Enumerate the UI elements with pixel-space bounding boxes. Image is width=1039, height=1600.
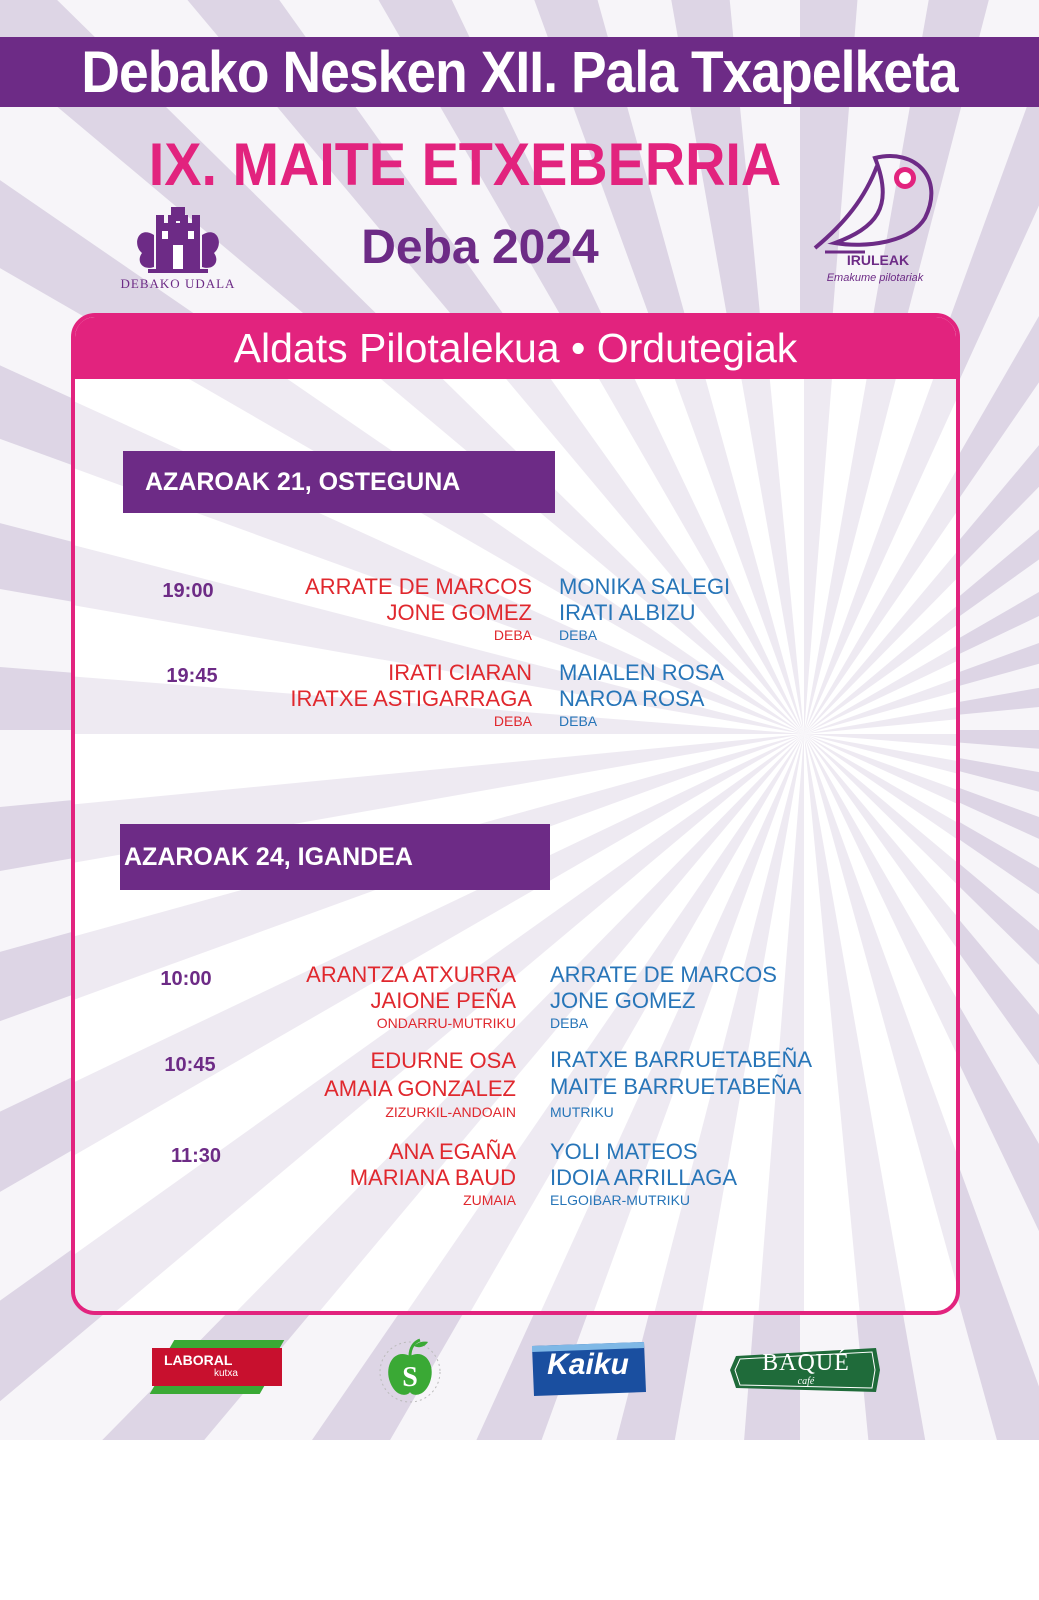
panel-heading: Aldats Pilotalekua • Ordutegiak	[233, 325, 798, 371]
right-club: MUTRIKU	[550, 1104, 614, 1120]
match-time: 19:45	[166, 665, 218, 687]
iruleak-logo	[805, 148, 955, 268]
baque-cafe-logo	[728, 1342, 884, 1398]
right-player-2: JONE GOMEZ	[550, 988, 696, 1013]
left-player-2: JONE GOMEZ	[386, 600, 532, 625]
baque-label: BAQUÉ	[762, 1350, 850, 1376]
right-player-2: IRATI ALBIZU	[559, 600, 696, 625]
left-player-2: IRATXE ASTIGARRAGA	[290, 686, 532, 711]
left-club: ZUMAIA	[463, 1192, 516, 1208]
baque-sub-label: café	[797, 1376, 815, 1387]
right-player-1: YOLI MATEOS	[550, 1139, 698, 1164]
right-player-1: MONIKA SALEGI	[559, 574, 731, 599]
match-time: 11:30	[170, 1145, 222, 1167]
right-player-1: ARRATE DE MARCOS	[550, 962, 777, 987]
right-player-2: IDOIA ARRILLAGA	[550, 1165, 738, 1190]
iruleak-tagline: Emakume pilotariak	[826, 272, 924, 284]
laboral-green-stripe	[150, 1386, 265, 1394]
left-club: ONDARRU-MUTRIKU	[376, 1015, 516, 1031]
laboral-kutxa-logo	[152, 1340, 282, 1398]
iruleak-label: IRULEAK	[846, 252, 910, 268]
match-time: 10:00	[160, 968, 212, 990]
right-player-2: NAROA ROSA	[559, 686, 705, 711]
left-club: DEBA	[493, 627, 532, 643]
right-player-2: MAITE BARRUETABEÑA	[550, 1074, 802, 1099]
left-player-2: JAIONE PEÑA	[370, 988, 516, 1013]
left-player-1: ARRATE DE MARCOS	[305, 574, 532, 599]
right-player-1: MAIALEN ROSA	[559, 660, 725, 685]
left-player-2: MARIANA BAUD	[349, 1165, 516, 1190]
apple-logo	[374, 1336, 446, 1406]
left-club: ZIZURKIL-ANDOAIN	[385, 1104, 516, 1120]
left-player-1: ARANTZA ATXURRA	[306, 962, 516, 987]
match-time: 19:00	[162, 580, 214, 602]
match-time: 10:45	[164, 1054, 216, 1076]
schedule-panel	[71, 313, 960, 1315]
left-player-1: EDURNE OSA	[370, 1048, 516, 1073]
left-player-2: AMAIA GONZALEZ	[324, 1076, 516, 1101]
right-club: DEBA	[559, 627, 598, 643]
right-club: DEBA	[559, 713, 598, 729]
event-subtitle: IX. MAITE ETXEBERRIA	[148, 131, 782, 198]
laboral-label: LABORAL	[164, 1352, 233, 1368]
laboral-green-stripe	[170, 1340, 285, 1348]
right-club: ELGOIBAR-MUTRIKU	[550, 1192, 691, 1208]
kaiku-logo	[528, 1340, 648, 1398]
laboral-sub-label: kutxa	[214, 1368, 238, 1379]
left-player-1: ANA EGAÑA	[388, 1139, 516, 1164]
day-header-1: AZAROAK 21, OSTEGUNA	[123, 451, 555, 513]
town-hall-label: DEBAKO UDALA	[120, 276, 236, 291]
event-place-year: Deba 2024	[361, 221, 599, 274]
right-club: DEBA	[550, 1015, 589, 1031]
right-player-1: IRATXE BARRUETABEÑA	[550, 1047, 813, 1072]
kaiku-label: Kaiku	[547, 1348, 629, 1381]
left-club: DEBA	[493, 713, 532, 729]
event-title: Debako Nesken XII. Pala Txapelketa	[81, 40, 958, 105]
svg-text:S: S	[402, 1362, 418, 1393]
day-header-2: AZAROAK 24, IGANDEA	[120, 824, 550, 890]
left-player-1: IRATI CIARAN	[388, 660, 532, 685]
